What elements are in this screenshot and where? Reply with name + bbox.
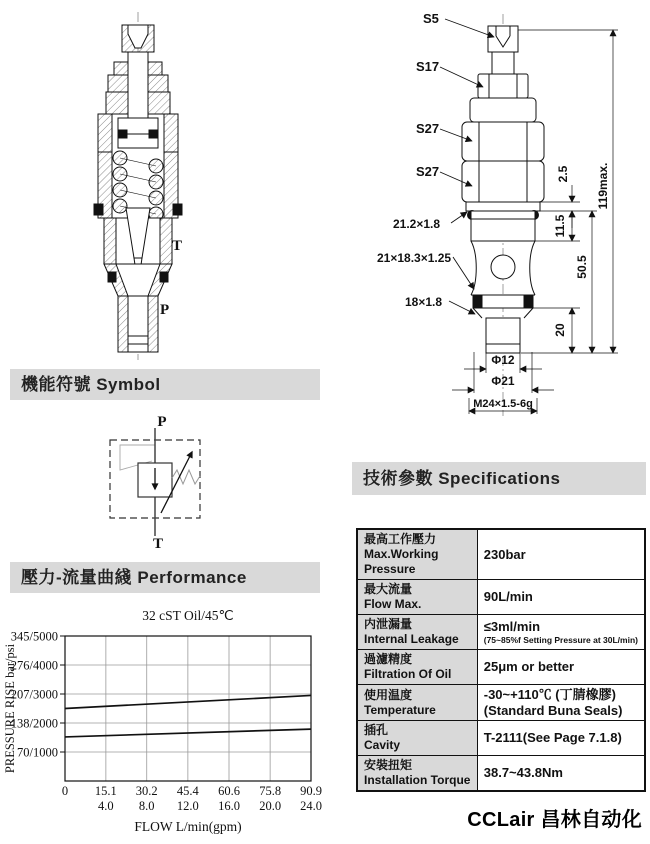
x-tick-label-lmin: 60.6 bbox=[218, 784, 240, 798]
brand-logo: CCLair 昌林自动化 bbox=[467, 809, 642, 831]
y-tick-label: 138/2000 bbox=[10, 716, 58, 731]
adjust-stem bbox=[128, 52, 148, 118]
o-ring-right bbox=[173, 204, 182, 215]
dim-thread: M24×1.5-6g bbox=[473, 398, 533, 410]
port-t-label: T bbox=[172, 238, 183, 254]
spec-value: 90L/min bbox=[477, 580, 645, 615]
spec-row bbox=[357, 721, 645, 756]
label-s17: S17 bbox=[416, 59, 440, 74]
dim-dia21: Φ21 bbox=[491, 374, 515, 388]
y-tick-label: 276/4000 bbox=[10, 658, 58, 673]
spec-label: 最大流量 Flow Max. bbox=[357, 580, 477, 615]
spec-label: 安裝扭矩 Installation Torque bbox=[357, 756, 477, 792]
x-tick-label-gpm: 12.0 bbox=[176, 799, 199, 813]
spec-row bbox=[357, 580, 645, 615]
seal-lower-right bbox=[160, 272, 168, 282]
dim-11-5: 11.5 bbox=[553, 214, 567, 238]
symbol-port-p: P bbox=[157, 414, 167, 430]
shoulder bbox=[470, 98, 536, 122]
x-tick-label-gpm: 8.0 bbox=[138, 799, 155, 813]
performance-section-header: 壓力-流量曲綫 Performance bbox=[10, 562, 320, 593]
x-tick-label-gpm: 16.0 bbox=[218, 799, 240, 813]
stem bbox=[492, 50, 514, 76]
spec-value: 38.7~43.8Nm bbox=[477, 756, 645, 792]
symbol-port-t: T bbox=[152, 536, 164, 552]
hex-s27-upper bbox=[462, 122, 544, 161]
dim-119max: 119max. bbox=[596, 162, 610, 210]
x-tick-label-lmin: 0 bbox=[61, 784, 69, 798]
spec-label: 内泄漏量 Internal Leakage bbox=[357, 615, 477, 650]
spec-value: T-2111(See Page 7.1.8) bbox=[477, 721, 645, 756]
spec-row bbox=[357, 650, 645, 685]
x-tick-label-lmin: 45.4 bbox=[176, 784, 199, 798]
thread-seal-right bbox=[524, 295, 533, 308]
thread-seal-left bbox=[473, 295, 482, 308]
leader-labels bbox=[377, 11, 451, 309]
valve-cross-section-drawing bbox=[70, 0, 245, 365]
x-tick-label-lmin: 15.1 bbox=[94, 784, 117, 798]
dim-dia12: Φ12 bbox=[491, 353, 515, 367]
piston-seal-right bbox=[149, 130, 158, 138]
x-tick-label-lmin: 30.2 bbox=[135, 784, 158, 798]
performance-chart bbox=[0, 598, 345, 844]
x-tick-label-lmin: 90.9 bbox=[300, 784, 322, 798]
x-tick-label-gpm: 4.0 bbox=[98, 799, 114, 813]
port-p-label: P bbox=[160, 302, 170, 318]
stem-cap bbox=[488, 26, 518, 52]
hex-s27-lower bbox=[462, 161, 544, 202]
o-ring-left bbox=[94, 204, 103, 215]
hex-s17 bbox=[478, 74, 528, 98]
upper-body bbox=[471, 211, 535, 241]
spec-row bbox=[357, 615, 645, 650]
hydraulic-symbol-diagram bbox=[98, 412, 238, 552]
label-s27-upper: S27 bbox=[416, 121, 440, 136]
symbol-section-header: 機能符號 Symbol bbox=[10, 369, 320, 400]
spec-label: 插孔 Cavity bbox=[357, 721, 477, 756]
x-tick-label-gpm: 24.0 bbox=[300, 799, 322, 813]
spec-value: ≤3ml/min (75~85%f Setting Pressure at 30L/min) bbox=[477, 615, 645, 650]
label-thread-21: 21×18.3×1.25 bbox=[377, 251, 452, 265]
spec-label: 使用温度 Temperature bbox=[357, 685, 477, 721]
label-s5: S5 bbox=[423, 11, 439, 26]
spec-label: 過濾精度 Filtration Of Oil bbox=[357, 650, 477, 685]
specifications-table bbox=[356, 528, 646, 792]
valve-outline-drawing bbox=[375, 0, 650, 420]
spec-row bbox=[357, 685, 645, 721]
spec-value: 230bar bbox=[477, 529, 645, 580]
seal-lower-left bbox=[108, 272, 116, 282]
x-tick-label-lmin: 75.8 bbox=[259, 784, 282, 798]
label-oring-21-2: 21.2×1.8 bbox=[393, 217, 441, 231]
dim-2-5: 2.5 bbox=[556, 165, 570, 183]
y-axis-label: PRESSURE RISE bar/psi bbox=[3, 643, 17, 774]
chart-title: 32 cST Oil/45℃ bbox=[142, 608, 234, 623]
label-s27-lower: S27 bbox=[416, 164, 440, 179]
y-tick-label: 207/3000 bbox=[10, 687, 58, 702]
cross-hole bbox=[491, 255, 515, 279]
spec-row bbox=[357, 529, 645, 580]
x-axis-label: FLOW L/min(gpm) bbox=[134, 819, 242, 834]
spec-value: 25μm or better bbox=[477, 650, 645, 685]
y-tick-label: 345/5000 bbox=[10, 629, 58, 644]
nose-cylinder bbox=[486, 318, 520, 353]
spec-row bbox=[357, 756, 645, 792]
piston-seal-left bbox=[118, 130, 127, 138]
x-tick-label-gpm: 20.0 bbox=[259, 799, 282, 813]
dim-50-5: 50.5 bbox=[575, 255, 589, 279]
label-oring-18: 18×1.8 bbox=[405, 295, 443, 309]
dim-20: 20 bbox=[553, 323, 567, 337]
specifications-section-header: 技術參數 Specifications bbox=[352, 462, 646, 495]
y-tick-label: 70/1000 bbox=[17, 745, 58, 760]
spec-value: -30~+110℃ (丁腈橡膠) (Standard Buna Seals) bbox=[477, 685, 645, 721]
washer bbox=[466, 202, 540, 211]
spec-label: 最高工作壓力 Max.Working Pressure bbox=[357, 529, 477, 580]
